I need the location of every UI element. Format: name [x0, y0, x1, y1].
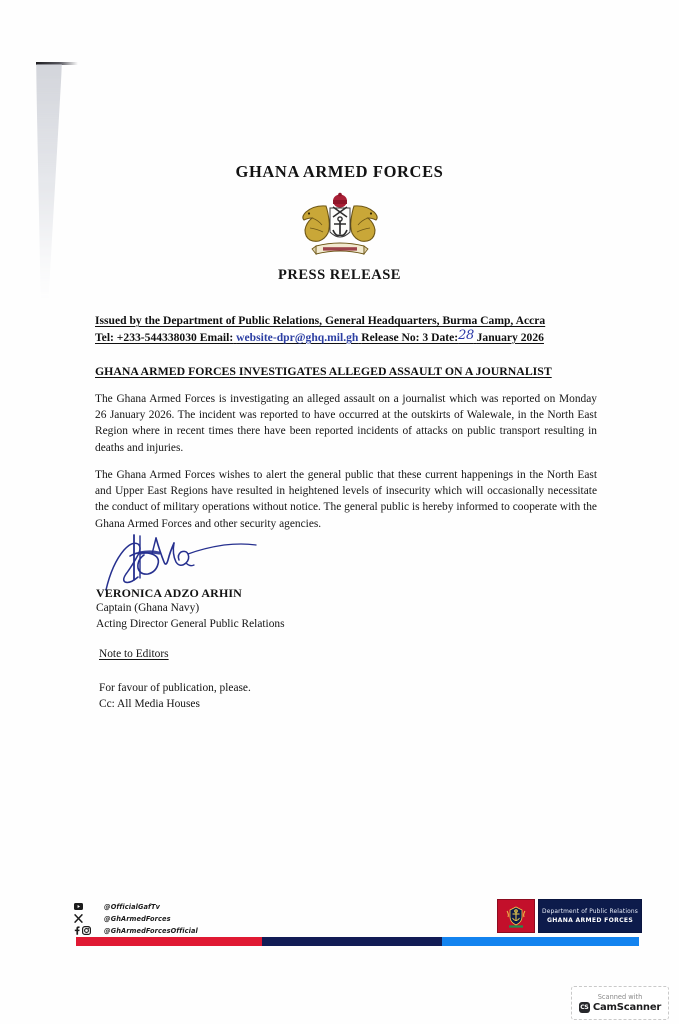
tel-label: Tel: +233-544338030 Email:: [95, 331, 234, 344]
scan-artifact-shadow: [36, 64, 62, 300]
signer-details: [96, 586, 285, 632]
release-number-label: Release No: 3 Date:: [361, 331, 459, 344]
note-to-editors-heading: Note to Editors: [99, 648, 169, 660]
camscanner-cs-badge-icon: CS: [580, 1004, 589, 1011]
camscanner-scanned-with-text: Scanned with: [597, 993, 643, 1001]
cc-line: Cc: All Media Houses: [99, 698, 200, 710]
ghana-armed-forces-coat-of-arms-icon: [292, 192, 388, 264]
footer-department-logo: [497, 899, 642, 933]
signer-name: VERONICA ADZO ARHIN: [96, 586, 242, 600]
social-handle-youtube[interactable]: @OfficialGafTv: [104, 902, 161, 911]
footer-logo-organization: GHANA ARMED FORCES: [546, 916, 634, 924]
scan-artifact-edge: [36, 62, 78, 65]
camscanner-watermark: [571, 986, 669, 1020]
social-row-x: [74, 913, 198, 924]
signer-position: Acting Director General Public Relations: [96, 617, 285, 630]
camscanner-brand-name: CamScanner: [592, 1002, 662, 1013]
footer-bar-segment-red: [76, 937, 262, 946]
issuing-details-block: [95, 312, 598, 346]
footer-social-handles: [74, 901, 198, 936]
email-address[interactable]: website-dpr@ghq.mil.gh: [236, 331, 359, 344]
footer-logo-department: Department of Public Relations: [542, 908, 638, 915]
scan-fold-artifact: [36, 62, 96, 302]
instagram-icon[interactable]: [82, 926, 91, 935]
body-paragraph-1: The Ghana Armed Forces is investigating an alleged assault on a journalist which was reported on Monday 26 January 2026. The incident was reported to have occurred at the outskirts of Walewale, in the North East Region where in recent times there have been reported incidents of attacks on public transport resulting in deaths and injuries.: [95, 393, 597, 454]
date-month-year: January 2026: [476, 331, 544, 344]
footer-bar-segment-navy: [262, 937, 442, 946]
camscanner-brand-lockup: [579, 1002, 661, 1013]
social-row-youtube: [74, 901, 198, 912]
closing-notes: [99, 680, 251, 712]
footer-color-bar: [76, 937, 639, 946]
favour-of-publication-line: For favour of publication, please.: [99, 682, 251, 694]
press-release-label: PRESS RELEASE: [278, 267, 401, 283]
coat-of-arms-badge-glyph: [503, 903, 529, 929]
issuing-department-line: Issued by the Department of Public Relations, General Headquarters, Burma Camp, Accra: [95, 314, 546, 327]
social-icon-group: [74, 914, 104, 923]
body-paragraph-2: The Ghana Armed Forces wishes to alert the general public that these current happenings in the North East and Upper East Regions have resulted in heightened levels of insecurity which will occasionally necessitate the conduct of military operations without notice. The general public is hereby informed to cooperate with the Ghana Armed Forces and other security agencies.: [95, 469, 597, 530]
social-icon-group: [74, 926, 104, 935]
footer-bar-segment-blue: [442, 937, 639, 946]
organization-title: GHANA ARMED FORCES: [235, 162, 444, 181]
x-twitter-icon[interactable]: [74, 914, 83, 923]
social-handle-x[interactable]: @GhArmedForces: [104, 914, 171, 923]
social-handle-facebook-instagram[interactable]: @GhArmedForcesOfficial: [104, 926, 198, 935]
youtube-icon[interactable]: [74, 903, 83, 910]
social-row-facebook-instagram: [74, 925, 198, 936]
ghana-coat-of-arms-badge-icon: [497, 899, 535, 933]
press-release-headline: GHANA ARMED FORCES INVESTIGATES ALLEGED ASSAULT ON A JOURNALIST: [95, 364, 552, 378]
signer-rank: Captain (Ghana Navy): [96, 602, 200, 615]
issuing-contact-line: [95, 329, 598, 346]
footer-logo-text-block: [538, 899, 642, 933]
facebook-icon[interactable]: [74, 926, 80, 935]
handwritten-date: 28: [458, 328, 474, 343]
social-icon-group: [74, 903, 104, 910]
